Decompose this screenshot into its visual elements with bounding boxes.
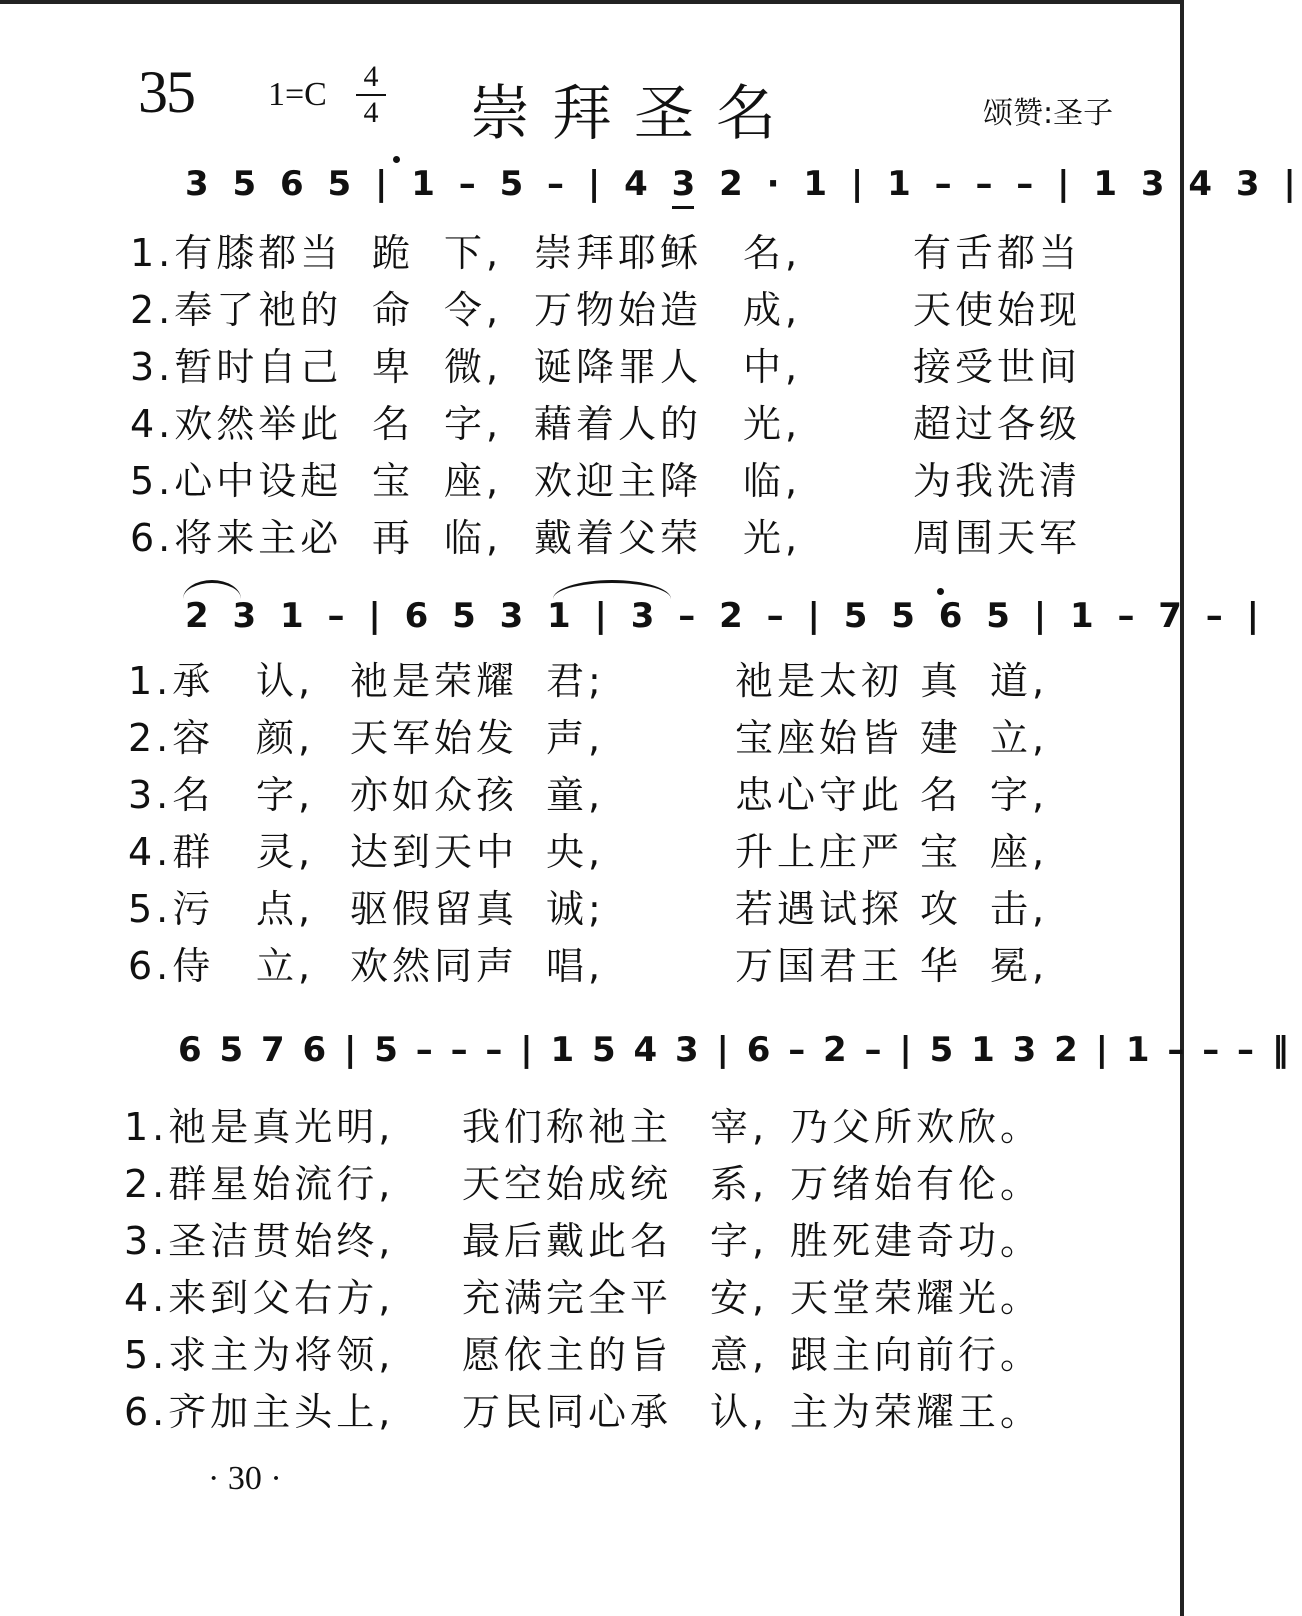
lyric-s3-v2-c: 系, [710, 1162, 769, 1206]
lyric-s2-v1-f: 真 [920, 659, 963, 703]
lyric-s1-v4-f: 超过各级 [913, 402, 1082, 446]
lyric-s1-v6-c: 临, [444, 516, 503, 560]
lyric-s1-v4-b: 名 [372, 402, 415, 446]
page-edge-right [1180, 0, 1184, 1616]
lyric-s1-v3-c: 微, [444, 345, 503, 389]
lyric-s2-v4-g: 座, [990, 830, 1049, 874]
lyric-s1-v5-d: 欢迎主降 [534, 459, 703, 503]
lyric-s1-v1-d: 崇拜耶稣 [534, 231, 703, 275]
lyric-s3-v2-a: 2.群星始流行, [124, 1162, 395, 1206]
lyric-s3-v6-d: 主为荣耀王。 [790, 1390, 1043, 1434]
lyric-s1-v4-e: 光, [743, 402, 802, 446]
lyric-s3-v2-b: 天空始成统 [462, 1162, 673, 1206]
lyric-s3-v3-d: 胜死建奇功。 [790, 1219, 1043, 1263]
hymn-number: 35 [138, 59, 194, 125]
lyric-s1-v2-a: 2.奉了祂的 [130, 288, 343, 332]
lyric-s2-v3-a: 3.名 [128, 773, 215, 817]
lyric-s1-v5-c: 座, [444, 459, 503, 503]
lyric-s1-v3-a: 3.暂时自己 [130, 345, 343, 389]
lyric-s3-v6-c: 认, [710, 1390, 769, 1434]
lyric-s2-v1-d: 君; [546, 659, 605, 703]
lyric-s2-v4-b: 灵, [256, 830, 315, 874]
notation-line-1-text: 3 5 6 5 | 1 – 5 – | 4 3 2 · 1 | 1 – – – | 1 3 4 3 | [185, 164, 1302, 204]
lyric-s1-v3-e: 中, [743, 345, 802, 389]
lyric-s2-v3-d: 童, [546, 773, 605, 817]
lyric-s1-v6-d: 戴着父荣 [534, 516, 703, 560]
lyric-s3-v2-d: 万绪始有伦。 [790, 1162, 1043, 1206]
lyric-s1-v4-d: 藉着人的 [534, 402, 703, 446]
lyric-s2-v1-a: 1.承 [128, 659, 215, 703]
lyric-s1-v4-a: 4.欢然举此 [130, 402, 343, 446]
hymn-credit: 颂赞:圣子 [983, 96, 1114, 131]
lyric-s2-v3-e: 忠心守此 [735, 773, 904, 817]
lyric-s2-v2-b: 颜, [256, 716, 315, 760]
notation-line-2-text: 2 3 1 – | 6 5 3 1 | 3 – 2 – | 5 5 6 5 | 1 – 7 – | [185, 596, 1266, 636]
lyric-s1-v5-f: 为我洗清 [913, 459, 1082, 503]
lyric-s1-v3-f: 接受世间 [913, 345, 1082, 389]
lyric-s2-v1-e: 祂是太初 [735, 659, 904, 703]
lyric-s3-v5-d: 跟主向前行。 [790, 1333, 1043, 1377]
lyric-s2-v6-d: 唱, [546, 944, 605, 988]
lyric-s2-v2-c: 天军始发 [350, 716, 519, 760]
lyric-s2-v3-g: 字, [990, 773, 1049, 817]
time-signature-top: 4 [363, 60, 379, 93]
lyric-s2-v5-a: 5.污 [128, 887, 215, 931]
lyric-s3-v4-c: 安, [710, 1276, 769, 1320]
lyric-s1-v1-e: 名, [743, 231, 802, 275]
lyric-s3-v1-d: 乃父所欢欣。 [790, 1105, 1043, 1149]
lyric-s2-v5-b: 点, [256, 887, 315, 931]
key-signature: 1=C [268, 76, 327, 113]
lyric-s1-v2-b: 命 [372, 288, 415, 332]
lyric-s2-v5-f: 攻 [920, 887, 963, 931]
lyric-s3-v3-c: 字, [710, 1219, 769, 1263]
lyric-s2-v3-b: 字, [256, 773, 315, 817]
hymn-title: 崇拜圣名 [470, 79, 798, 149]
time-signature-bottom: 4 [363, 96, 379, 129]
lyric-s2-v4-a: 4.群 [128, 830, 215, 874]
time-signature [356, 62, 386, 128]
lyric-s2-v5-g: 击, [990, 887, 1049, 931]
lyric-s2-v6-b: 立, [256, 944, 315, 988]
lyric-s1-v6-f: 周围天军 [913, 516, 1082, 560]
lyric-s2-v6-f: 华 [920, 944, 963, 988]
lyric-s3-v4-a: 4.来到父右方, [124, 1276, 395, 1320]
lyric-s2-v4-e: 升上庄严 [735, 830, 904, 874]
lyric-s2-v6-g: 冕, [990, 944, 1049, 988]
lyric-s1-v3-d: 诞降罪人 [534, 345, 703, 389]
lyric-s1-v3-b: 卑 [372, 345, 415, 389]
notation-line-2 [185, 596, 1266, 646]
lyric-s3-v3-b: 最后戴此名 [462, 1219, 673, 1263]
lyric-s3-v1-b: 我们称祂主 [462, 1105, 673, 1149]
lyric-s1-v5-b: 宝 [372, 459, 415, 503]
lyric-s1-v2-e: 成, [743, 288, 802, 332]
lyric-s2-v2-g: 立, [990, 716, 1049, 760]
lyric-s2-v3-f: 名 [920, 773, 963, 817]
lyric-s1-v1-f: 有舌都当 [913, 231, 1082, 275]
lyric-s2-v2-f: 建 [920, 716, 963, 760]
lyric-s1-v2-f: 天使始现 [913, 288, 1082, 332]
lyric-s1-v6-e: 光, [743, 516, 802, 560]
lyric-s2-v4-c: 达到天中 [350, 830, 519, 874]
lyric-s3-v5-c: 意, [710, 1333, 769, 1377]
lyric-s2-v5-e: 若遇试探 [735, 887, 904, 931]
lyric-s3-v6-a: 6.齐加主头上, [124, 1390, 395, 1434]
lyric-s2-v4-d: 央, [546, 830, 605, 874]
lyric-s3-v4-d: 天堂荣耀光。 [790, 1276, 1043, 1320]
octave-dot [937, 588, 944, 595]
lyric-s1-v5-a: 5.心中设起 [130, 459, 343, 503]
lyric-s3-v3-a: 3.圣洁贯始终, [124, 1219, 395, 1263]
lyric-s2-v3-c: 亦如众孩 [350, 773, 519, 817]
duration-underline [672, 206, 694, 209]
page-edge-top [0, 0, 1184, 4]
lyric-s1-v6-b: 再 [372, 516, 415, 560]
notation-line-1 [185, 164, 1302, 214]
lyric-s3-v1-c: 宰, [710, 1105, 769, 1149]
lyric-s2-v1-g: 道, [990, 659, 1049, 703]
lyric-s2-v2-d: 声, [546, 716, 605, 760]
lyric-s1-v5-e: 临, [743, 459, 802, 503]
lyric-s1-v1-a: 1.有膝都当 [130, 231, 343, 275]
lyric-s2-v6-c: 欢然同声 [350, 944, 519, 988]
lyric-s2-v4-f: 宝 [920, 830, 963, 874]
lyric-s3-v4-b: 充满完全平 [462, 1276, 673, 1320]
lyric-s1-v1-b: 跪 [372, 231, 415, 275]
lyric-s3-v1-a: 1.祂是真光明, [124, 1105, 395, 1149]
lyric-s2-v5-d: 诚; [546, 887, 605, 931]
lyric-s2-v6-a: 6.侍 [128, 944, 215, 988]
lyric-s3-v5-a: 5.求主为将领, [124, 1333, 395, 1377]
lyric-s1-v6-a: 6.将来主必 [130, 516, 343, 560]
lyric-s1-v4-c: 字, [444, 402, 503, 446]
page-number: · 30 · [208, 1460, 282, 1497]
lyric-s2-v6-e: 万国君王 [735, 944, 904, 988]
lyric-s2-v2-a: 2.容 [128, 716, 215, 760]
notation-line-3-text: 6 5 7 6 | 5 – – – | 1 5 4 3 | 6 – 2 – | 5 1 3 2 | 1 – – – ‖ [178, 1030, 1292, 1070]
lyric-s2-v2-e: 宝座始皆 [735, 716, 904, 760]
lyric-s2-v5-c: 驱假留真 [350, 887, 519, 931]
notation-line-3 [178, 1030, 1292, 1080]
lyric-s3-v6-b: 万民同心承 [462, 1390, 673, 1434]
lyric-s1-v2-d: 万物始造 [534, 288, 703, 332]
lyric-s2-v1-b: 认, [256, 659, 315, 703]
lyric-s3-v5-b: 愿依主的旨 [462, 1333, 673, 1377]
lyric-s2-v1-c: 祂是荣耀 [350, 659, 519, 703]
lyric-s1-v2-c: 令, [444, 288, 503, 332]
octave-dot [393, 156, 400, 163]
lyric-s1-v1-c: 下, [444, 231, 503, 275]
